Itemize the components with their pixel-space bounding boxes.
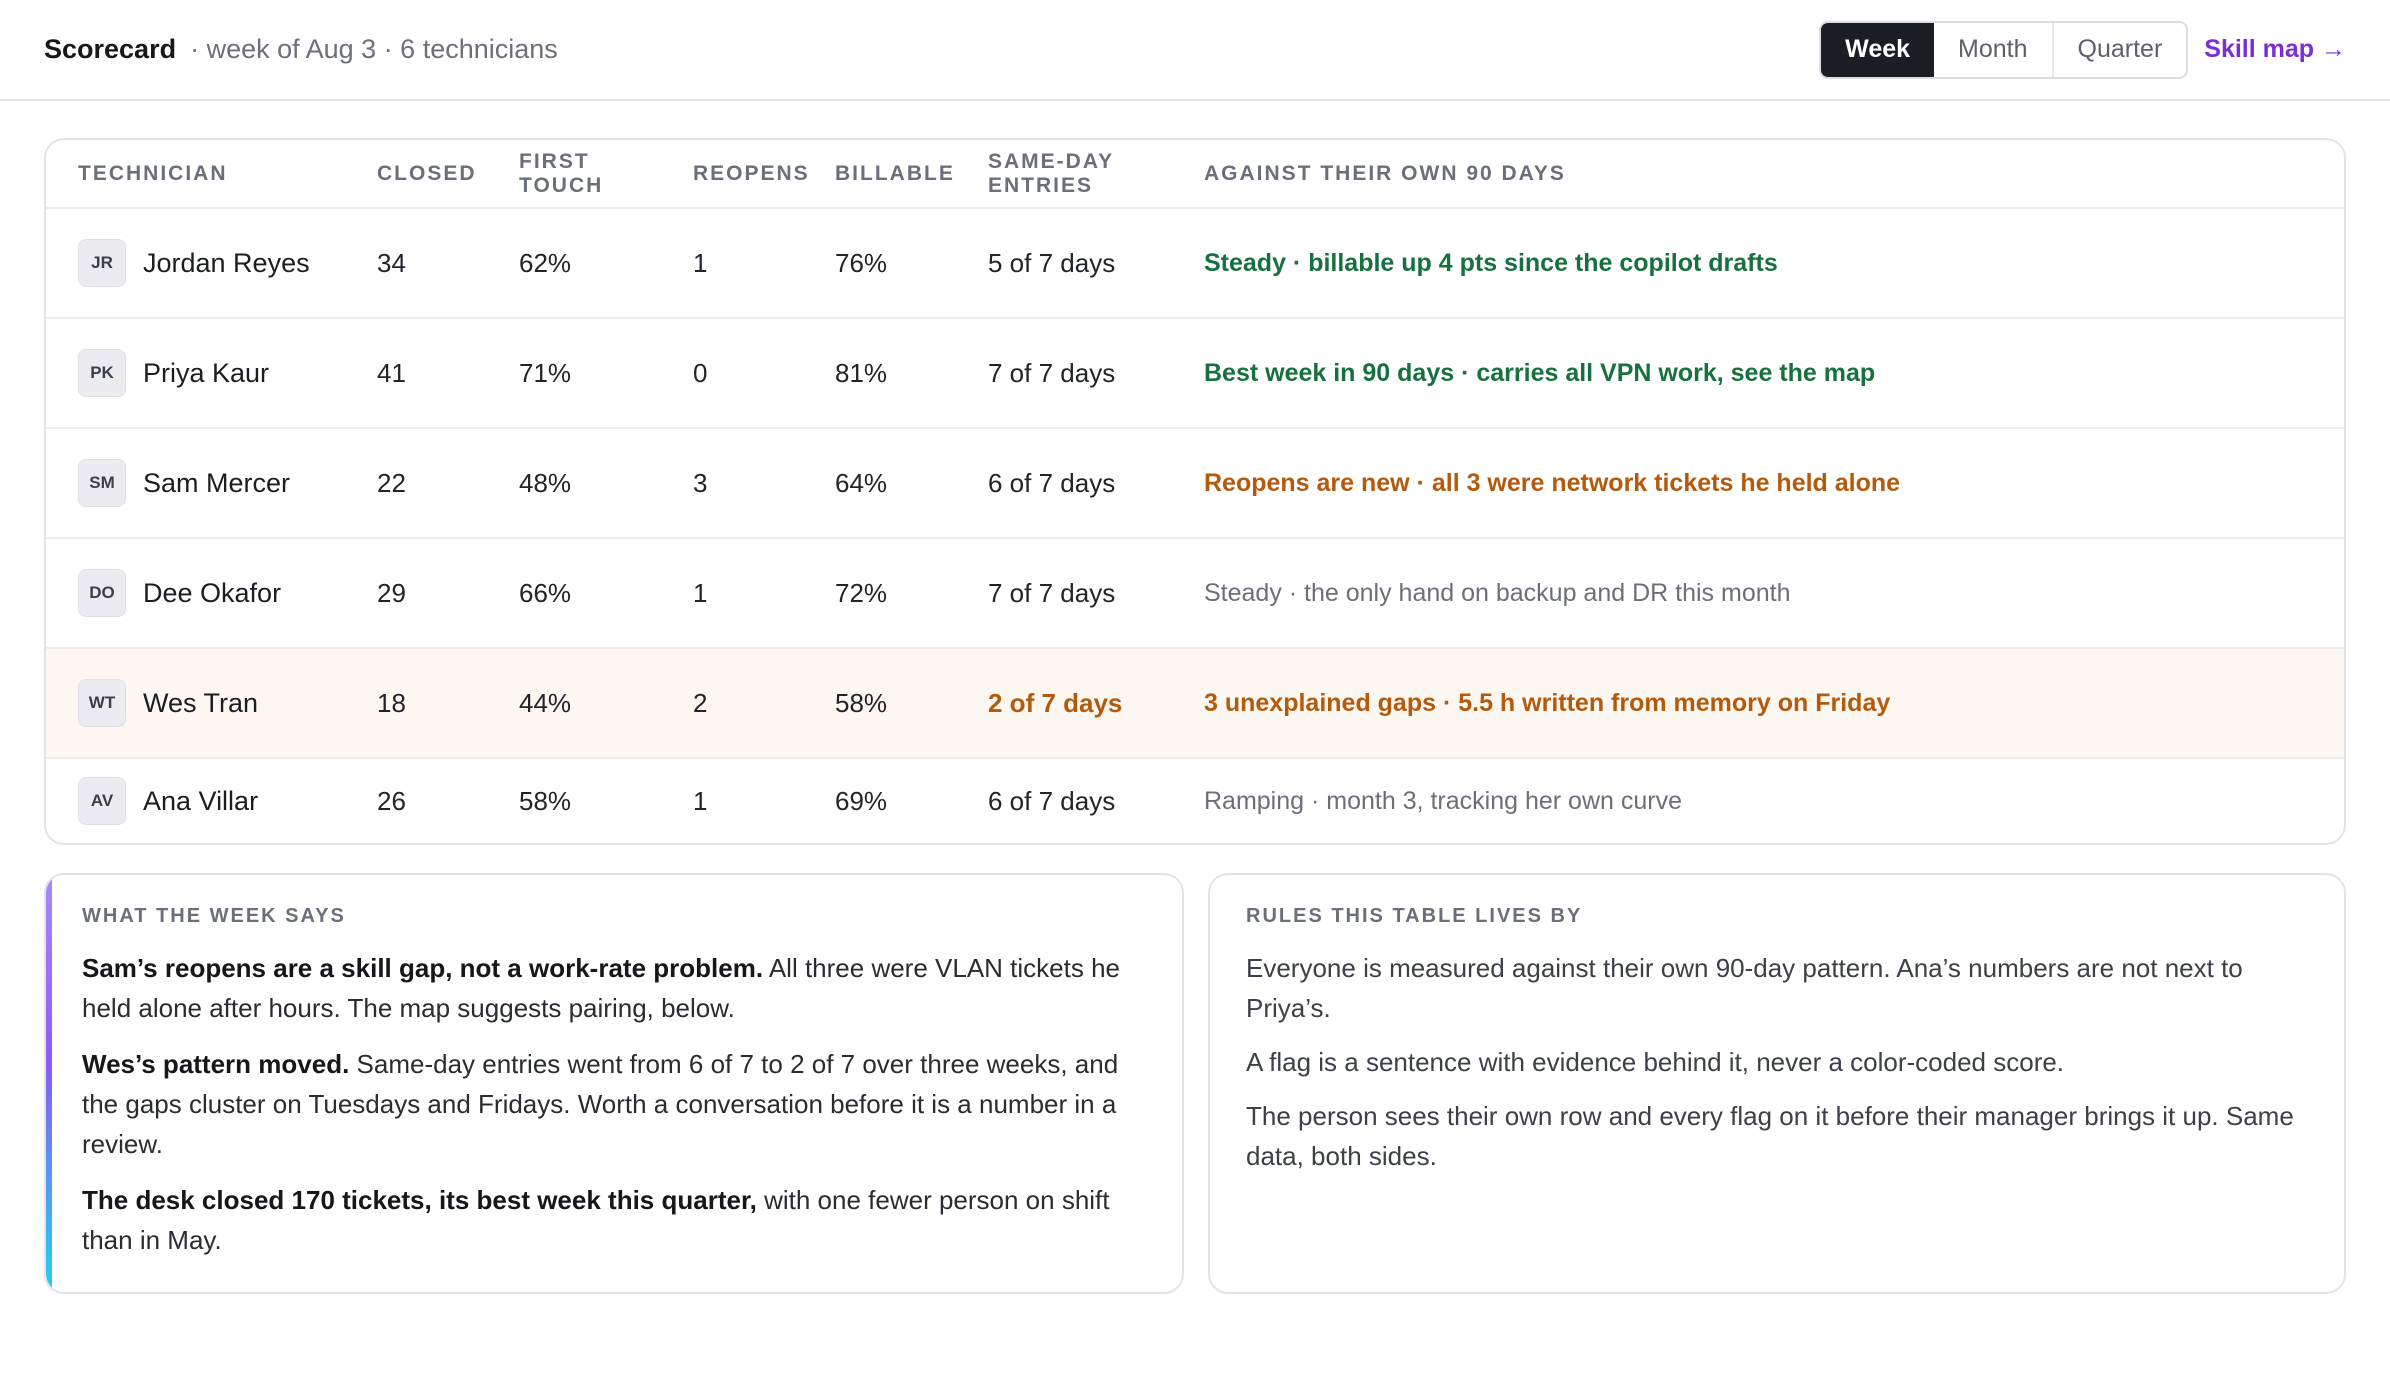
first-touch-cell: 48%: [487, 428, 661, 538]
technician: [78, 459, 345, 507]
own-90-days-note: Ramping · month 3, tracking her own curve: [1204, 787, 1682, 815]
rules-title: RULES THIS TABLE LIVES BY: [1246, 905, 1583, 927]
same-day-cell: 2 of 7 days: [956, 648, 1172, 758]
period-quarter-button[interactable]: Quarter: [2052, 23, 2187, 77]
first-touch-cell: 71%: [487, 318, 661, 428]
technician-name: Priya Kaur: [143, 357, 270, 388]
technician: [78, 679, 345, 727]
avatar: DO: [78, 569, 126, 617]
period-week-button[interactable]: Week: [1821, 23, 1934, 77]
billable-cell: 69%: [835, 785, 888, 816]
own-90-days-note: Steady · billable up 4 pts since the copilot drafts: [1172, 208, 2346, 318]
closed-cell: 18: [345, 648, 487, 758]
own-90-days-note: Steady · the only hand on backup and DR this month: [1172, 538, 2346, 648]
technician-name: Sam Mercer: [143, 467, 291, 498]
technician-name: Jordan Reyes: [143, 247, 310, 278]
reopens-cell: 2: [661, 648, 803, 758]
technician-name: Ana Villar: [143, 785, 259, 816]
first-touch-cell: 62%: [487, 208, 661, 318]
table-row[interactable]: [46, 318, 2346, 428]
avatar: SM: [78, 459, 126, 507]
technician-cell: [46, 318, 345, 428]
technician: [78, 777, 345, 825]
own-90-days-note: Reopens are new · all 3 were network tickets he held alone: [1172, 428, 2346, 538]
first-touch-cell: 58%: [519, 785, 572, 816]
avatar: JR: [78, 239, 126, 287]
table-row-highlighted[interactable]: [46, 648, 2346, 758]
avatar: WT: [78, 679, 126, 727]
summary-lead: The desk closed 170 tickets, its best week this quarter,: [82, 1185, 757, 1215]
table-row[interactable]: [46, 758, 2346, 843]
table-row[interactable]: [46, 428, 2346, 538]
period-switcher: [1819, 21, 2188, 79]
technician-cell: [46, 428, 345, 538]
technician-cell: [46, 648, 345, 758]
technician-name: Wes Tran: [143, 687, 259, 718]
rules-panel: [1208, 873, 2346, 1294]
table-header-row: [46, 140, 2346, 208]
table-row[interactable]: [46, 538, 2346, 648]
column-header-technician: TECHNICIAN: [46, 140, 345, 208]
avatar: PK: [78, 349, 126, 397]
column-header-billable: BILLABLE: [803, 140, 956, 208]
summary-paragraph: [82, 1044, 1146, 1164]
technician-name: Dee Okafor: [143, 577, 282, 608]
avatar: AV: [78, 777, 126, 825]
closed-cell: 41: [345, 318, 487, 428]
same-day-cell: 6 of 7 days: [956, 428, 1172, 538]
week-summary-title: WHAT THE WEEK SAYS: [82, 905, 346, 927]
accent-bar: [46, 875, 52, 1292]
table-row[interactable]: [46, 208, 2346, 318]
closed-cell: 22: [345, 428, 487, 538]
top-bar: [0, 0, 2390, 101]
technician: [78, 569, 345, 617]
reopens-cell: 1: [693, 785, 708, 816]
reopens-cell: 1: [661, 538, 803, 648]
summary-body: with one fewer person on shift than in May.: [82, 1185, 1110, 1255]
rule-text: A flag is a sentence with evidence behind it, never a color-coded score.: [1246, 1047, 2065, 1077]
column-header-own-90-days: AGAINST THEIR OWN 90 DAYS: [1172, 140, 2346, 208]
first-touch-cell: 66%: [487, 538, 661, 648]
billable-cell: 76%: [803, 208, 956, 318]
summary-lead: Sam’s reopens are a skill gap, not a work-rate problem.: [82, 953, 764, 983]
column-header-closed: CLOSED: [345, 140, 487, 208]
title-group: [44, 34, 558, 65]
technician: [78, 349, 345, 397]
same-day-cell: 7 of 7 days: [956, 318, 1172, 428]
technician-cell: [46, 758, 345, 843]
reopens-cell: 1: [661, 208, 803, 318]
same-day-cell: 7 of 7 days: [956, 538, 1172, 648]
page-subtitle: · week of Aug 3 · 6 technicians: [190, 34, 558, 64]
column-header-first-touch: FIRST TOUCH: [487, 140, 661, 208]
rule-text: Everyone is measured against their own 90-day pattern. Ana’s numbers are not next to Priya’s.: [1246, 953, 2243, 1023]
closed-cell: 26: [377, 785, 406, 816]
column-header-same-day: SAME-DAY ENTRIES: [956, 140, 1172, 208]
billable-cell: 58%: [803, 648, 956, 758]
period-month-button[interactable]: Month: [1934, 23, 2051, 77]
technician-cell: [46, 538, 345, 648]
summary-body: All three were VLAN tickets he held alone after hours. The map suggests pairing, below.: [82, 953, 1120, 1023]
own-90-days-note: 3 unexplained gaps · 5.5 h written from memory on Friday: [1172, 648, 2346, 758]
summary-lead: Wes’s pattern moved.: [82, 1049, 350, 1079]
header-controls: [1819, 21, 2346, 79]
billable-cell: 72%: [803, 538, 956, 648]
own-90-days-note: Best week in 90 days · carries all VPN work, see the map: [1172, 318, 2346, 428]
same-day-cell: 6 of 7 days: [988, 785, 1116, 816]
skill-map-link[interactable]: Skill map →: [2204, 35, 2346, 63]
rule-text: The person sees their own row and every flag on it before their manager brings it up. Same data, both sides.: [1246, 1101, 2294, 1171]
scorecard-table: [46, 140, 2346, 843]
page-title: Scorecard: [44, 34, 177, 64]
summary-body: Same-day entries went from 6 of 7 to 2 of 7 over three weeks, and the gaps cluster on Tuesdays and Fridays. Worth a conversation before it is a number in a review.: [82, 1049, 1119, 1159]
summary-paragraph: [82, 1180, 1146, 1260]
week-summary-panel: [44, 873, 1184, 1294]
closed-cell: 29: [345, 538, 487, 648]
same-day-cell: 5 of 7 days: [956, 208, 1172, 318]
column-header-reopens: REOPENS: [661, 140, 803, 208]
scorecard-table-card: [44, 138, 2346, 845]
reopens-cell: 0: [661, 318, 803, 428]
technician-cell: [46, 208, 345, 318]
closed-cell: 34: [345, 208, 487, 318]
billable-cell: 64%: [803, 428, 956, 538]
summary-paragraph: [82, 948, 1146, 1028]
billable-cell: 81%: [803, 318, 956, 428]
reopens-cell: 3: [661, 428, 803, 538]
technician: [78, 239, 345, 287]
first-touch-cell: 44%: [487, 648, 661, 758]
